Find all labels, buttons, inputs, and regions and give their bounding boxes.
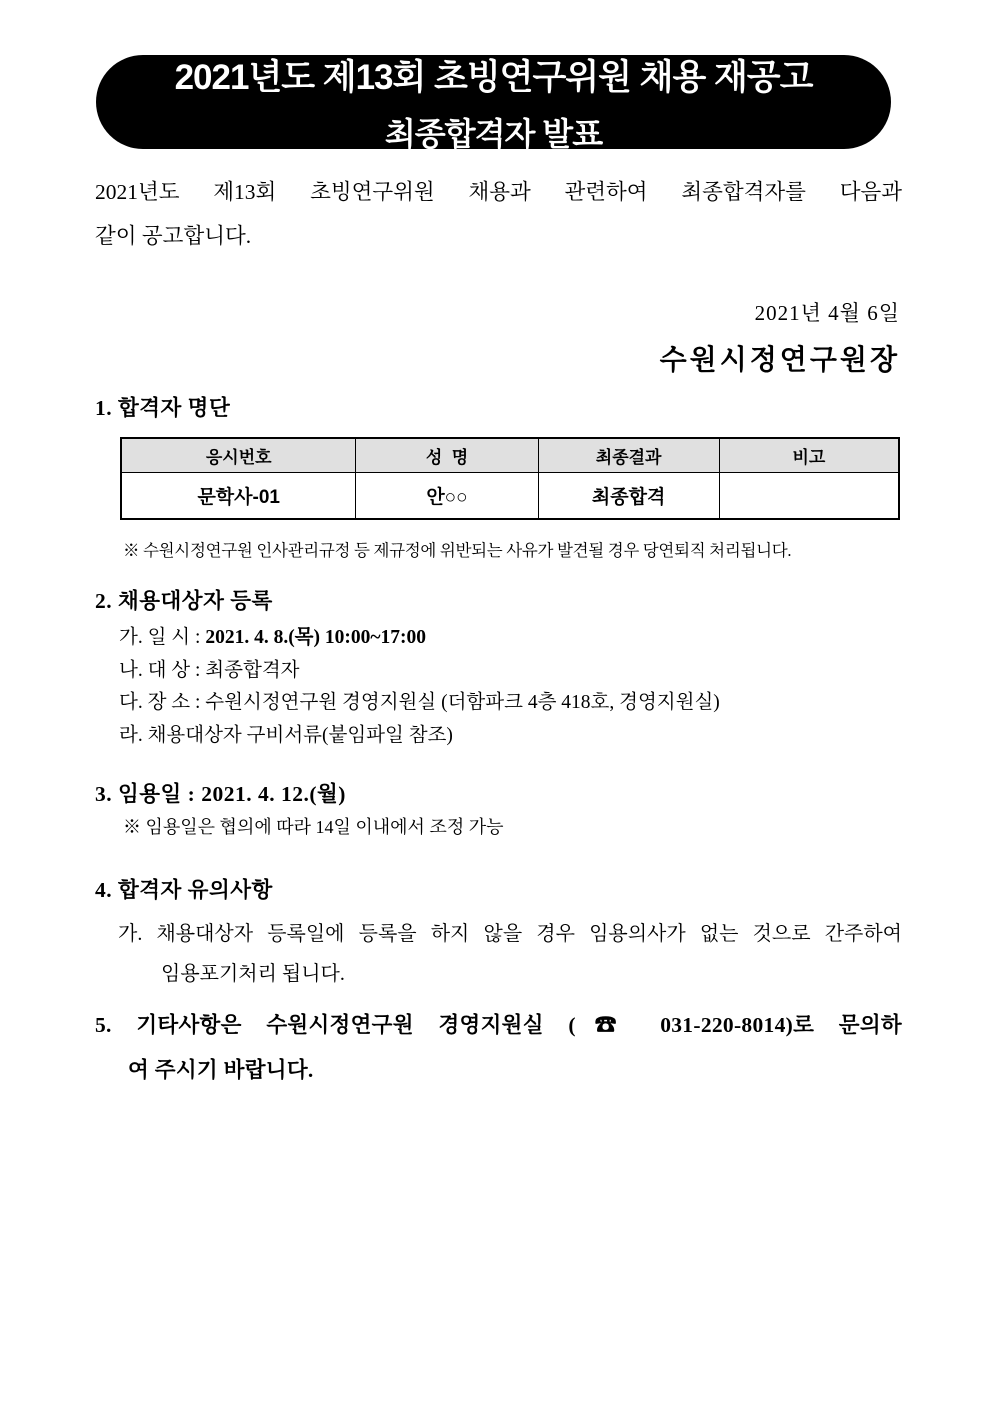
- cell-name: 안○○: [356, 472, 538, 519]
- datetime-value: 2021. 4. 8.(목) 10:00~17:00: [205, 627, 427, 648]
- document-title-line2: 최종합격자 발표: [384, 115, 603, 152]
- section-appointment-date: [95, 780, 902, 842]
- section3-heading: 3. 임용일 : 2021. 4. 12.(월): [95, 782, 346, 806]
- header-remarks: 비고: [719, 438, 899, 472]
- registration-item-target: 나. 대 상 : 최종합격자: [119, 659, 300, 681]
- notice-line1: 가. 채용대상자 등록일에 등록을 하지 않을 경우 임용의사가 없는 것으로 간주하여: [118, 923, 902, 945]
- pass-table: [120, 437, 900, 520]
- registration-items: [95, 622, 902, 752]
- header-name: 성 명: [356, 438, 538, 472]
- registration-item-place: 다. 장 소 : 수원시정연구원 경영지원실 (더함파크 4층 418호, 경영지원실): [119, 692, 720, 713]
- cell-applicant-number: 문학사-01: [121, 472, 356, 519]
- table-row: [121, 472, 899, 519]
- appointment-adjust-note: ※ 임용일은 협의에 따라 14일 이내에서 조정 가능: [123, 817, 504, 837]
- intro-line2: 같이 공고합니다.: [95, 224, 252, 248]
- notices-body: [95, 914, 902, 994]
- cell-final-result: 최종합격: [538, 472, 719, 519]
- section1-heading: 1. 합격자 명단: [95, 396, 231, 420]
- header-final-result: 최종결과: [538, 438, 719, 472]
- header-applicant-number: 응시번호: [121, 438, 356, 472]
- issuer-signature: 수원시정연구원장: [659, 345, 900, 376]
- disqualification-note: ※ 수원시정연구원 인사관리규정 등 제규정에 위반되는 사유가 발견될 경우 당연퇴직 처리됩니다.: [123, 541, 792, 560]
- section4-heading: 4. 합격자 유의사항: [95, 878, 273, 902]
- pass-table-header-row: [121, 438, 899, 472]
- inquiry-line2: 여 주시기 바랍니다.: [128, 1058, 314, 1082]
- document-title-line1: 2021년도 제13회 초빙연구위원 채용 재공고: [174, 57, 813, 97]
- cell-remarks: [719, 472, 899, 519]
- intro-line1: 2021년도 제13회 초빙연구위원 채용과 관련하여 최종합격자를 다음과: [95, 180, 902, 204]
- date-signature-block: [95, 297, 900, 378]
- title-banner: [96, 55, 891, 152]
- announcement-date: 2021년 4월 6일: [754, 301, 900, 325]
- section-inquiries: [95, 1003, 902, 1093]
- section-notices: [95, 876, 902, 994]
- intro-paragraph: [95, 170, 902, 258]
- pass-table-wrap: [120, 437, 900, 520]
- section-registration: [95, 587, 902, 752]
- registration-item-datetime: [119, 622, 902, 655]
- notice-line2: 임용포기처리 됩니다.: [161, 963, 345, 985]
- section2-heading: 2. 채용대상자 등록: [95, 589, 273, 613]
- datetime-label: 가. 일 시 :: [119, 627, 206, 648]
- inquiry-line1: 5. 기타사항은 수원시정연구원 경영지원실 (☎ 031-220-8014)로 문의하: [95, 1013, 902, 1037]
- registration-item-documents: 라. 채용대상자 구비서류(붙임파일 참조): [119, 724, 453, 746]
- section-pass-list: [95, 394, 902, 561]
